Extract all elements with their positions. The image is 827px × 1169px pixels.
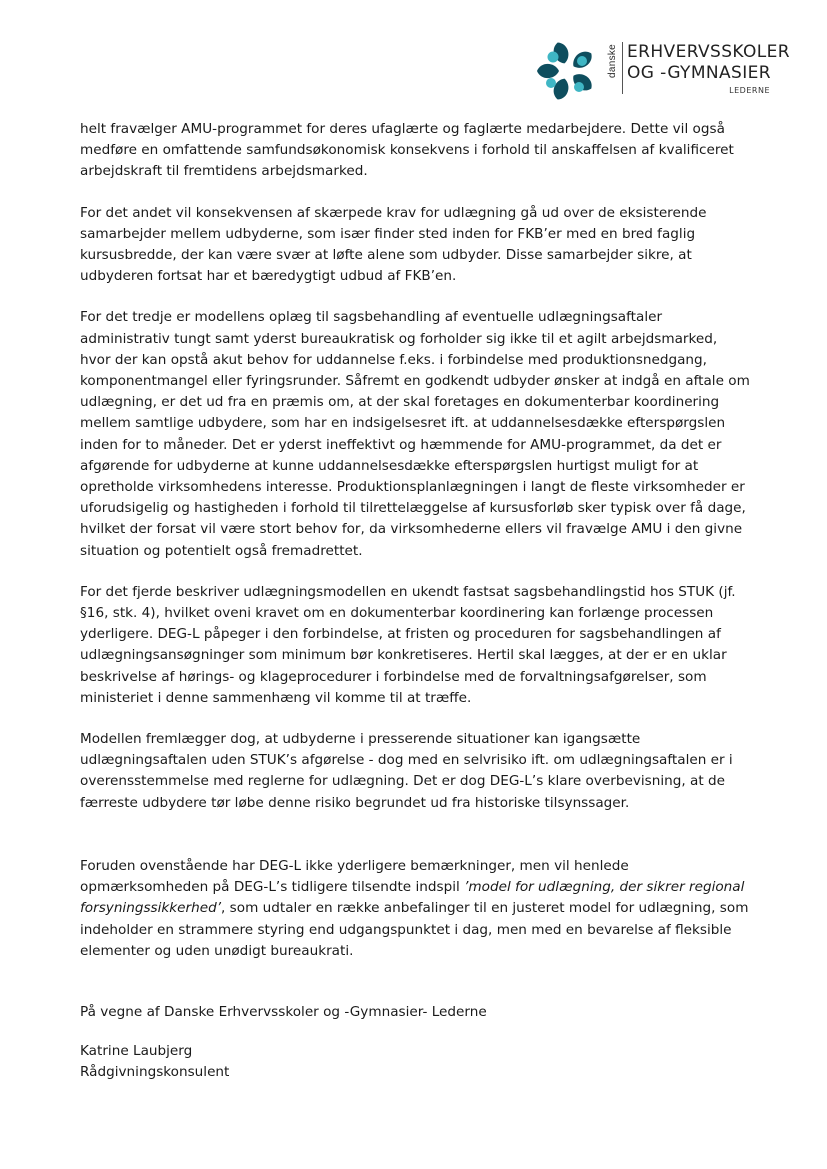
paragraph-6 [80,856,750,962]
paragraph-6-tail: , som udtaler en række anbefalinger til en justeret model for udlægning, som indeholder en strammere styring end udgangspunktet i dag, men med en bevarelse af fleksible elementer og uden unødigt bureaukrati. [80,900,749,959]
logo-subtitle: LEDERNE [729,86,770,95]
logo-divider [622,42,623,94]
paragraph-6-title-reference: ’model for udlægning, der sikrer regional forsyningssikkerhed’ [80,879,745,917]
letter-body [80,119,750,1084]
organization-logo [530,36,791,102]
logo-title-line1: ERHVERVSSKOLER [627,42,791,62]
signatory-name: Katrine Laubjerg [80,1043,193,1060]
closing-on-behalf: På vegne af Danske Erhvervsskoler og -Gymnasier- Lederne [80,1003,487,1020]
deg-l-five-petal-logo-icon [530,36,604,102]
logo-title-line2: OG -GYMNASIER [627,63,771,83]
paragraph-3: For det tredje er modellens oplæg til sagsbehandling af eventuelle udlægningsaftaler administrativ tungt samt yderst bureaukratisk og forholder sig ikke til et agilt arbejdsmarked, hvor der kan opstå akut behov for uddannelse f.eks. i forbindelse med produktionsnedgang, komponentmangel eller fyringsrunder. Såfremt en godkendt udbyder ønsker at indgå en aftale om udlægning, er det ud fra en præmis om, at der skal foretages en dokumenterbar koordinering mellem samtlige udbydere, som har en indsigelsesret ift. at uddannelsesdække efterspørgslen inden for to måneder. Det er yderst ineffektivt og hæmmende for AMU-programmet, da det er afgørende for udbyderne at kunne uddannelsesdække efterspørgslen hurtigst muligt for at opretholde virksomhedens interesse. Produktionsplanlægningen i langt de fleste virksomheder er uforudsigelig og hastigheden i forhold til tilrettelæggelse af kursusforløb sker typisk over få dage, hvilket der forsat vil være stort behov for, da virksomhederne ellers vil fravælge AMU i den givne situation og potentielt også fremadrettet. [80,309,750,559]
paragraph-6-lead: Foruden ovenstående har DEG-L ikke yderligere bemærkninger, men vil henlede opmærksomheden på DEG-L’s tidligere tilsendte indspil [80,857,629,896]
signatory-title: Rådgivningskonsulent [80,1064,230,1081]
paragraph-4: For det fjerde beskriver udlægningsmodellen en ukendt fastsat sagsbehandlingstid hos STUK (jf. §16, stk. 4), hvilket oveni kravet om en dokumenterbar koordinering kan forlænge processen yderligere. DEG-L påpeger i den forbindelse, at fristen og proceduren for sagsbehandlingen af udlægningsansøgninger som minimum bør konkretiseres. Hertil skal lægges, at der er en uklar beskrivelse af hørings- og klageprocedurer i forbindelse med de forvaltningsafgørelser, som ministeriet i denne sammenhæng vil komme til at træffe. [80,583,736,706]
paragraph-2: For det andet vil konsekvensen af skærpede krav for udlægning gå ud over de eksisterende samarbejder mellem udbyderne, som især finder sted inden for FKB’er med en bred faglig kursusbredde, der kan være svær at løfte alene som udbyder. Disse samarbejder sikre, at udbyderen fortsat har et bæredygtigt udbud af FKB’en. [80,204,707,285]
logo-danske-text: danske [607,44,618,79]
paragraph-1: helt fravælger AMU-programmet for deres ufaglærte og faglærte medarbejdere. Dette vil også medføre en omfattende samfundsøkonomisk konsekvens i forhold til anskaffelsen af kvalificeret arbejdskraft til fremtidens arbejdsmarked. [80,121,734,180]
paragraph-5: Modellen fremlægger dog, at udbyderne i presserende situationer kan igangsætte udlægningsaftalen uden STUK’s afgørelse - dog med en selvrisiko ift. om udlægningsaftalen er i overensstemmelse med reglerne for udlægning. Det er dog DEG-L’s klare overbevisning, at de færreste udbydere tør løbe denne risiko begrundet ud fra historiske tilsynssager. [80,731,733,811]
